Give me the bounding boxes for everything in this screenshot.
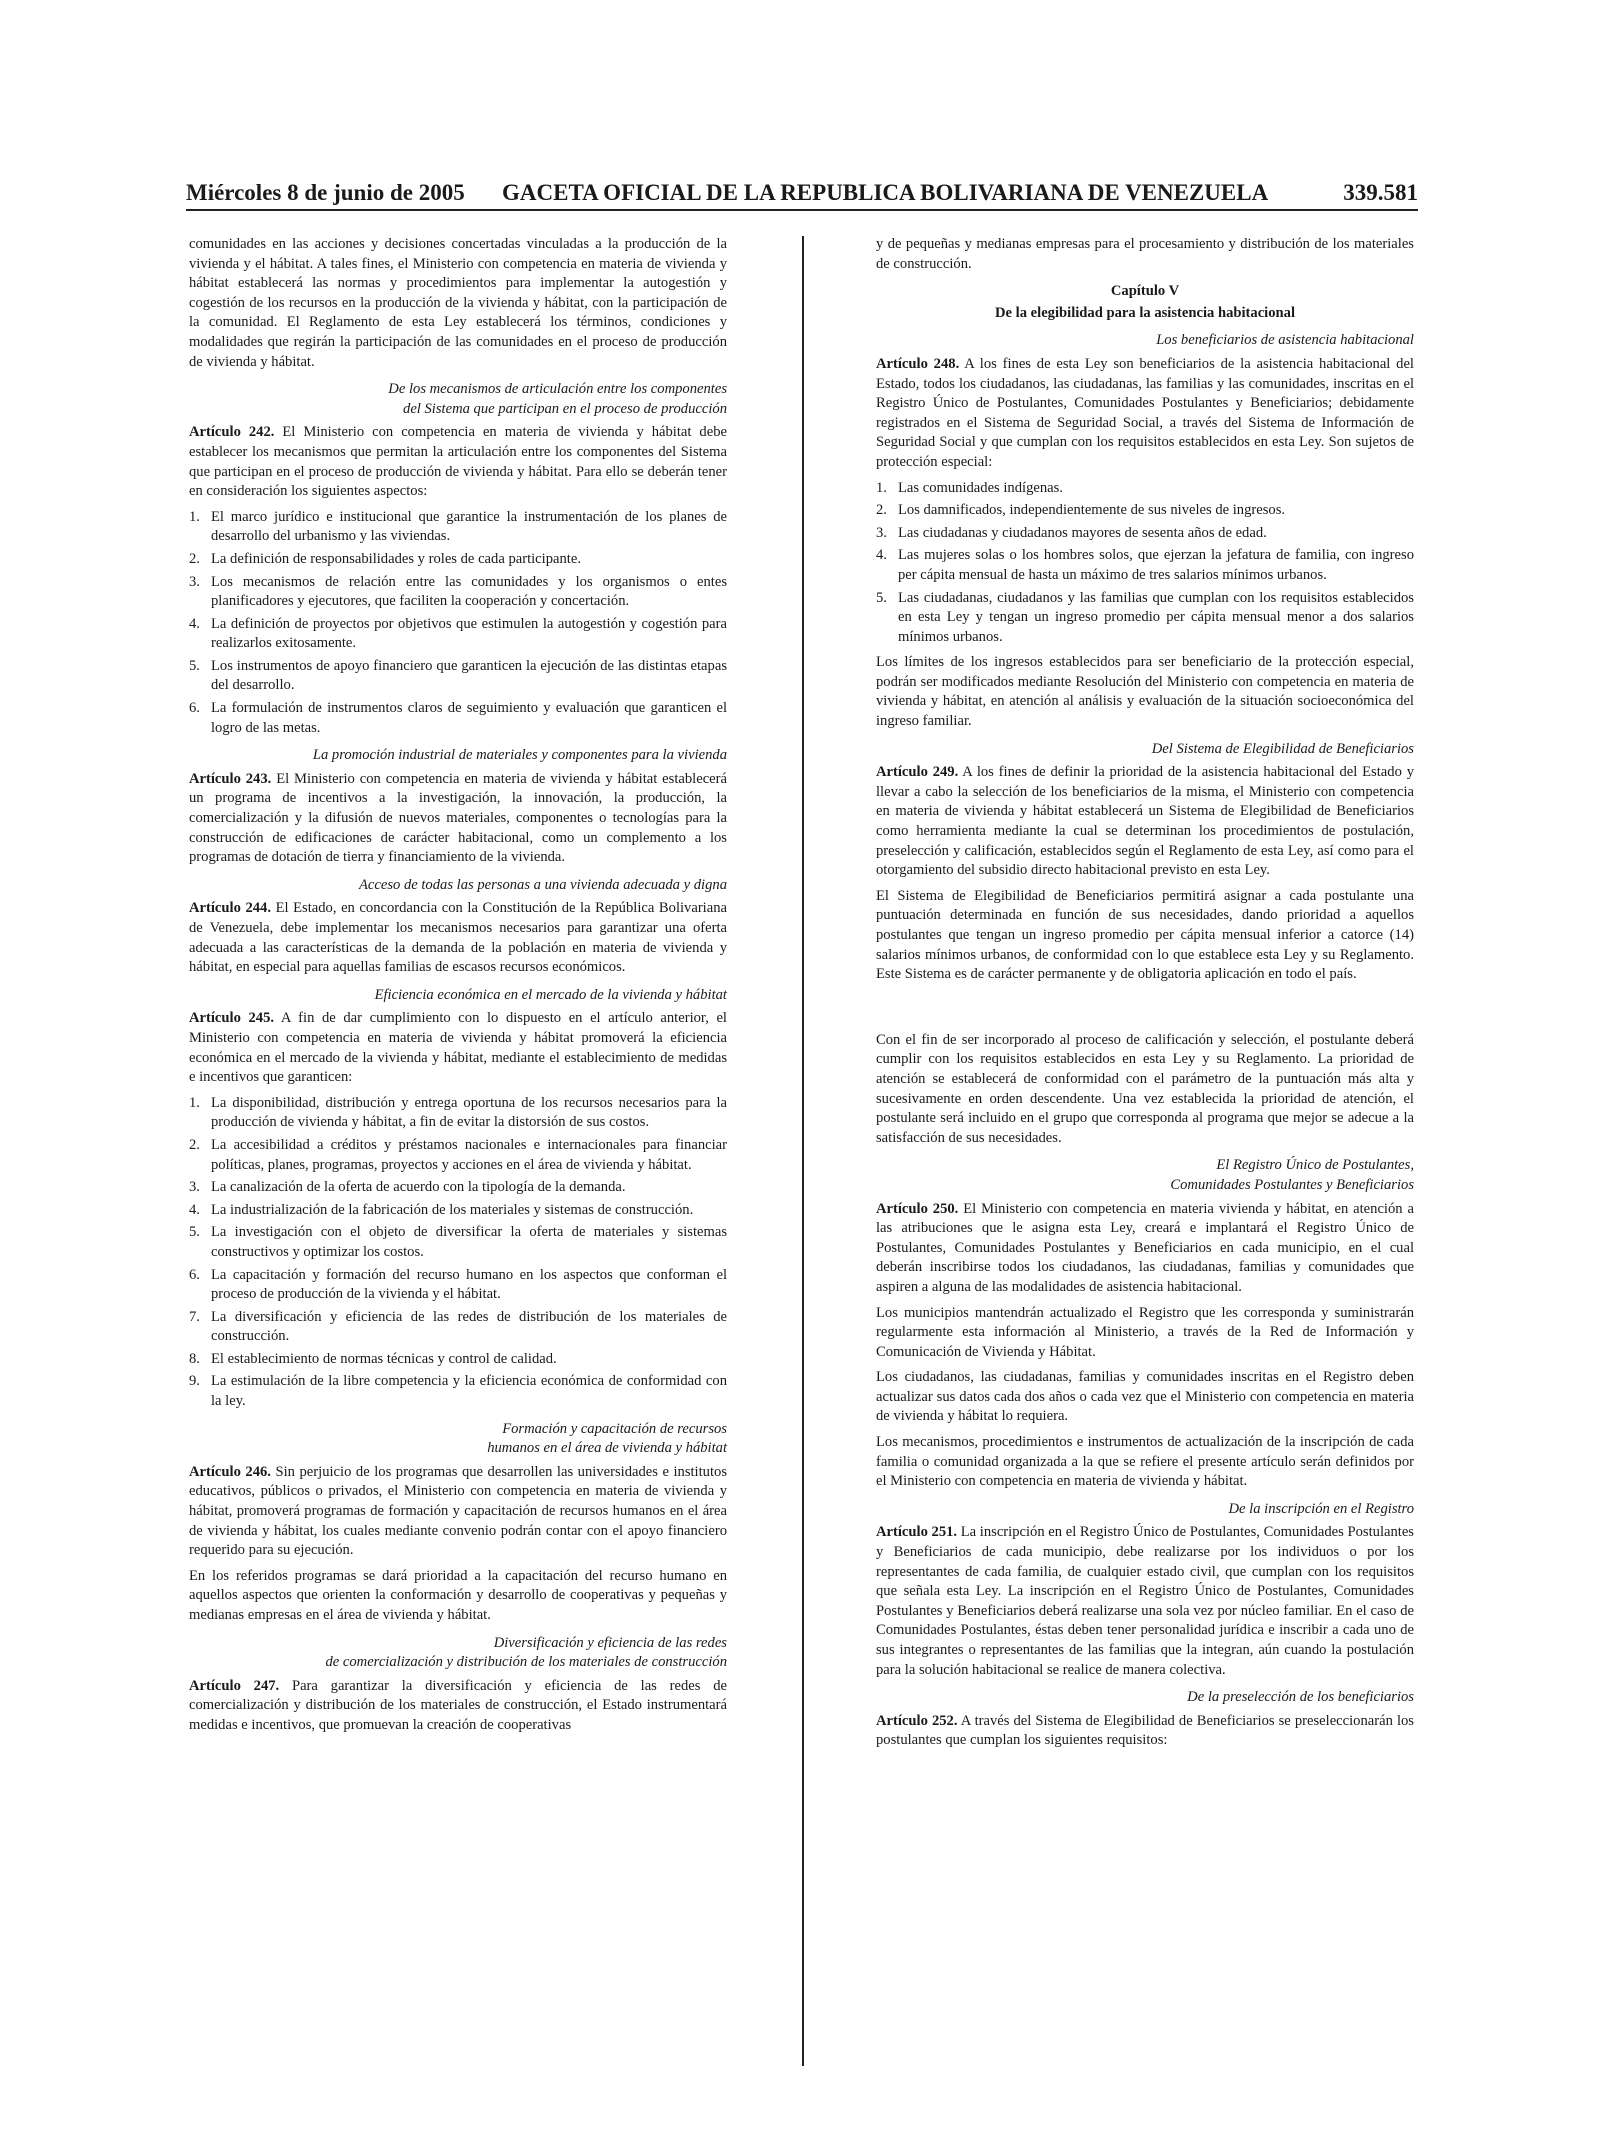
left-column bbox=[189, 235, 727, 1742]
section-heading bbox=[189, 1420, 727, 1459]
article-label: Artículo 244. bbox=[189, 900, 271, 917]
paragraph: Los municipios mantendrán actualizado el Registro que les corresponda y suministrarán regularmente esta información al Ministerio, a través de la Red de Información y Comunicación de Vivienda y Hábitat. bbox=[876, 1304, 1414, 1360]
section-heading: Eficiencia económica en el mercado de la vivienda y hábitat bbox=[374, 986, 727, 1003]
article-246 bbox=[189, 1463, 727, 1561]
list-242 bbox=[189, 508, 727, 739]
list-item: 8. El establecimiento de normas técnicas y control de calidad. bbox=[189, 1350, 557, 1367]
article-text: El Ministerio con competencia en materia de vivienda y hábitat establecerá un programa de incentivos a la investigación, la innovación, la producción, la comercialización y la difusión de nuevos materiales, componentes o tecnologías para la construcción de edificaciones de carácter habitacional, como un complemento a los programas de dotación de tierra y financiamiento de la vivienda. bbox=[189, 770, 727, 866]
list-248 bbox=[876, 479, 1414, 648]
article-250 bbox=[876, 1200, 1414, 1298]
list-item: 2. Los damnificados, independientemente de sus niveles de ingresos. bbox=[876, 502, 1286, 519]
list-item: 3. La canalización de la oferta de acuerdo con la tipología de la demanda. bbox=[189, 1179, 626, 1196]
list-item: 4. La industrialización de la fabricación de los materiales y sistemas de construcción. bbox=[189, 1201, 694, 1218]
list-item: 2. La definición de responsabilidades y roles de cada participante. bbox=[189, 550, 581, 567]
list-item: 3. Las ciudadanas y ciudadanos mayores de sesenta años de edad. bbox=[876, 524, 1267, 541]
paragraph: Los mecanismos, procedimientos e instrumentos de actualización de la inscripción de cada familia o comunidad organizada a la que se refiere el presente artículo serán definidos por el Ministerio con competencia en materia de vivienda y hábitat. bbox=[876, 1434, 1414, 1490]
list-item: 2. La accesibilidad a créditos y préstamos nacionales e internacionales para financiar políticas, planes, programas, proyectos y acciones en el área de vivienda y hábitat. bbox=[189, 1136, 727, 1173]
header-date: Miércoles 8 de junio de 2005 bbox=[186, 180, 465, 205]
list-item: 6. La capacitación y formación del recurso humano en los aspectos que conforman el proceso de producción de la vivienda y el hábitat. bbox=[189, 1266, 727, 1303]
paragraph: En los referidos programas se dará prioridad a la capacitación del recurso humano en aquellos aspectos que orienten la conformación y desarrollo de cooperativas y pequeñas y medianas empresas en el área de vivienda y hábitat. bbox=[189, 1567, 727, 1623]
paragraph: y de pequeñas y medianas empresas para el procesamiento y distribución de los materiales de construcción. bbox=[876, 236, 1414, 272]
section-heading: Acceso de todas las personas a una vivienda adecuada y digna bbox=[358, 876, 727, 893]
article-247 bbox=[189, 1677, 727, 1736]
article-text: Sin perjuicio de los programas que desarrollen las universidades e institutos educativos, públicos o privados, el Ministerio con competencia en materia de vivienda y hábitat, promoverá programas de formación y capacitación de recursos humanos en el área de vivienda y hábitat, los cuales mediante convenio podrán contar con el apoyo financiero requerido para su ejecución. bbox=[189, 1463, 727, 1559]
paragraph: Con el fin de ser incorporado al proceso de calificación y selección, el postulante deberá cumplir con los requisitos establecidos en esta Ley y su Reglamento. La prioridad de atención se establecerá de conformidad con el parámetro de la puntuación más alta y sucesivamente en orden descendente. Una vez establecida la prioridad de atención, el postulante será incluido en el grupo que corresponda al programa que mejor se adecue a la satisfacción de sus necesidades. bbox=[876, 1031, 1414, 1146]
chapter-number: Capítulo V bbox=[1110, 283, 1180, 300]
article-text: El Ministerio con competencia en materia vivienda y hábitat, en atención a las atribuciones que le asigna esta Ley, creará e implantará el Registro Único de Postulantes, Comunidades Postulantes y Beneficiarios en cada municipio, en el cual deberán inscribirse todos los ciudadanos, las ciudadanas, familias y comunidades que aspiren a alguna de las modalidades de asistencia habitacional. bbox=[876, 1200, 1414, 1295]
article-243 bbox=[189, 770, 727, 868]
article-248 bbox=[876, 355, 1414, 473]
article-text: A través del Sistema de Elegibilidad de Beneficiarios se preseleccionarán los postulantes que cumplan los siguientes requisitos: bbox=[876, 1712, 1414, 1749]
article-252 bbox=[876, 1712, 1414, 1751]
article-text: A los fines de esta Ley son beneficiarios de la asistencia habitacional del Estado, todos los ciudadanos, las ciudadanas, las familias y las comunidades, inscritas en el Registro Único de Postulantes, Comunidades Postulantes y Beneficiarios; debidamente registrados en el Sistema de Seguridad Social, a través del Sistema de Información de Seguridad Social y que cumplan con los requisitos establecidos en esta Ley. Son sujetos de protección especial: bbox=[876, 355, 1414, 470]
list-245 bbox=[189, 1094, 727, 1412]
column-divider bbox=[802, 236, 804, 2066]
article-text: El Ministerio con competencia en materia de vivienda y hábitat debe establecer los mecanismos que permitan la articulación entre los componentes del Sistema que participan en el proceso de producción de vivienda y hábitat. Para ello se deberán tener en consideración los siguientes aspectos: bbox=[189, 424, 727, 500]
section-heading-line: de comercialización y distribución de los materiales de construcción bbox=[325, 1654, 727, 1671]
section-heading: Los beneficiarios de asistencia habitacional bbox=[1156, 332, 1414, 349]
list-item: 5. Los instrumentos de apoyo financiero que garanticen la ejecución de las distintas etapas del desarrollo. bbox=[189, 657, 727, 694]
article-label: Artículo 243. bbox=[189, 770, 272, 787]
article-label: Artículo 251. bbox=[876, 1524, 958, 1541]
list-item: 5. Las ciudadanas, ciudadanos y las familias que cumplan con los requisitos establecidos en esta Ley y tengan un ingreso promedio per cápita mensual menor a dos salarios mínimos urbanos. bbox=[876, 589, 1414, 645]
section-heading-line: Comunidades Postulantes y Beneficiarios bbox=[1170, 1176, 1414, 1193]
article-249 bbox=[876, 763, 1414, 881]
section-heading: De la inscripción en el Registro bbox=[1228, 1500, 1414, 1517]
section-heading-line: humanos en el área de vivienda y hábitat bbox=[487, 1440, 727, 1457]
article-251 bbox=[876, 1523, 1414, 1680]
article-label: Artículo 242. bbox=[189, 424, 275, 441]
section-heading-line: Diversificación y eficiencia de las redes bbox=[493, 1634, 727, 1651]
article-label: Artículo 247. bbox=[189, 1677, 280, 1694]
list-item: 3. Los mecanismos de relación entre las comunidades y los organismos o entes planificadores y ejecutores, que faciliten la cooperación y concertación. bbox=[189, 573, 727, 610]
section-heading: De la preselección de los beneficiarios bbox=[1187, 1689, 1414, 1706]
list-item: 4. Las mujeres solas o los hombres solos, que ejerzan la jefatura de familia, con ingreso per cápita mensual de hasta un máximo de tres salarios mínimos urbanos. bbox=[876, 547, 1414, 583]
section-heading-line: del Sistema que participan en el proceso de producción bbox=[403, 400, 727, 417]
list-item: 1. El marco jurídico e institucional que garantice la instrumentación de los planes de desarrollo del urbanismo y las viviendas. bbox=[189, 508, 727, 545]
header-rule bbox=[186, 209, 1418, 211]
section-heading-line: Formación y capacitación de recursos bbox=[502, 1420, 727, 1437]
article-245 bbox=[189, 1009, 727, 1087]
header-title: GACETA OFICIAL DE LA REPUBLICA BOLIVARIANA DE VENEZUELA bbox=[502, 180, 1269, 205]
list-item: 6. La formulación de instrumentos claros de seguimiento y evaluación que garanticen el logro de las metas. bbox=[189, 700, 727, 736]
list-item: 7. La diversificación y eficiencia de las redes de distribución de los materiales de construcción. bbox=[189, 1308, 727, 1345]
article-label: Artículo 252. bbox=[876, 1712, 958, 1729]
paragraph: El Sistema de Elegibilidad de Beneficiarios permitirá asignar a cada postulante una puntuación determinada en función de sus necesidades, dando prioridad a aquellos postulantes que tengan un ingreso promedio per cápita mensual inferior a catorce (14) salarios mínimos urbanos, de conformidad con lo que establece esta Ley y su Reglamento. Este Sistema es de carácter permanente y de obligatoria aplicación en todo el país. bbox=[876, 887, 1414, 983]
page-header bbox=[186, 180, 1418, 210]
section-heading: La promoción industrial de materiales y componentes para la vivienda bbox=[312, 747, 727, 764]
article-244 bbox=[189, 899, 727, 977]
blank-gap bbox=[876, 991, 1414, 1031]
article-label: Artículo 250. bbox=[876, 1200, 959, 1217]
list-item: 1. Las comunidades indígenas. bbox=[876, 479, 1063, 496]
list-item: 1. La disponibilidad, distribución y entrega oportuna de los recursos necesarios para la producción de vivienda y hábitat, a fin de evitar la distorsión de sus costos. bbox=[189, 1094, 727, 1131]
chapter-title: De la elegibilidad para la asistencia habitacional bbox=[995, 304, 1295, 321]
article-text: A los fines de definir la prioridad de la asistencia habitacional del Estado y llevar a cabo la selección de los beneficiarios de la misma, el Ministerio con competencia en materia de vivienda y hábitat establecerá un Sistema de Elegibilidad de Beneficiarios como herramienta mediante la cual se determinan los procedimientos de postulación, preselección y calificación, establecidos según el Reglamento de esta Ley, así como para el otorgamiento del subsidio directo habitacional previsto en esta Ley. bbox=[876, 764, 1414, 879]
article-text: A fin de dar cumplimiento con lo dispuesto en el artículo anterior, el Ministerio con competencia en materia de vivienda y hábitat promoverá la eficiencia económica en el mercado de la vivienda y hábitat, mediante el establecimiento de medidas e incentivos que garanticen: bbox=[189, 1010, 727, 1086]
article-242 bbox=[189, 423, 727, 501]
section-heading bbox=[189, 1634, 727, 1673]
section-heading bbox=[189, 380, 727, 419]
article-label: Artículo 246. bbox=[189, 1463, 271, 1480]
section-heading: Del Sistema de Elegibilidad de Beneficiarios bbox=[1151, 740, 1414, 757]
list-item: 4. La definición de proyectos por objetivos que estimulen la autogestión y cogestión para realizarlos exitosamente. bbox=[189, 615, 727, 652]
paragraph: comunidades en las acciones y decisiones concertadas vinculadas a la producción de la vivienda y el hábitat. A tales fines, el Ministerio con competencia en materia de vivienda y hábitat establecerá las normas y procedimientos para implementar la autogestión y cogestión de los recursos en la producción de la vivienda y hábitat, con la participación de la comunidad. El Reglamento de esta Ley establecerá los términos, condiciones y modalidades que regirán la participación de las comunidades en el proceso de producción de vivienda y hábitat. bbox=[189, 236, 727, 370]
paragraph: Los límites de los ingresos establecidos para ser beneficiario de la protección especial, podrán ser modificados mediante Resolución del Ministerio con competencia en materia de vivienda y hábitat, en atención al análisis y evaluación de la situación socioeconómica del ingreso familiar. bbox=[876, 654, 1414, 730]
article-text: La inscripción en el Registro Único de Postulantes, Comunidades Postulantes y Beneficiarios de cada municipio, debe realizarse por los individuos o por los representantes de cada familia, de cualquier estado civil, que cumplan con los requisitos que señala esta Ley. La inscripción en el Registro Único de Postulantes, Comunidades Postulantes y Beneficiarios deberá realizarse una sola vez por núcleo familiar. En el caso de Comunidades Postulantes, éstas deben tener personalidad jurídica e inscribir a cada uno de sus integrantes o representantes de las familias que la integran, aún cuando la postulación para la solución habitacional se realice de manera colectiva. bbox=[876, 1524, 1414, 1678]
right-column bbox=[876, 235, 1414, 1757]
section-heading-line: El Registro Único de Postulantes, bbox=[1216, 1157, 1414, 1174]
header-page-number: 339.581 bbox=[1343, 180, 1418, 205]
article-label: Artículo 248. bbox=[876, 355, 960, 372]
article-label: Artículo 245. bbox=[189, 1010, 275, 1027]
article-label: Artículo 249. bbox=[876, 764, 959, 781]
list-item: 9. La estimulación de la libre competencia y la eficiencia económica de conformidad con la ley. bbox=[189, 1373, 727, 1410]
section-heading bbox=[876, 1156, 1414, 1195]
article-text: El Estado, en concordancia con la Constitución de la República Bolivariana de Venezuela, debe implementar los mecanismos necesarios para garantizar una oferta adecuada a las características de la demanda de la población en materia de vivienda y hábitat, en especial para aquellas familias de escasos recursos económicos. bbox=[189, 900, 727, 976]
paragraph: Los ciudadanos, las ciudadanas, familias y comunidades inscritas en el Registro deben actualizar sus datos cada dos años o cada vez que el Ministerio con competencia en materia de vivienda y hábitat lo requiera. bbox=[876, 1369, 1414, 1425]
article-text: Para garantizar la diversificación y eficiencia de las redes de comercialización y distribución de los materiales de construcción, el Estado instrumentará medidas e incentivos, que promuevan la creación de cooperativas bbox=[189, 1677, 727, 1733]
section-heading-line: De los mecanismos de articulación entre los componentes bbox=[388, 381, 727, 398]
list-item: 5. La investigación con el objeto de diversificar la oferta de materiales y sistemas constructivos y optimizar los costos. bbox=[189, 1224, 727, 1260]
